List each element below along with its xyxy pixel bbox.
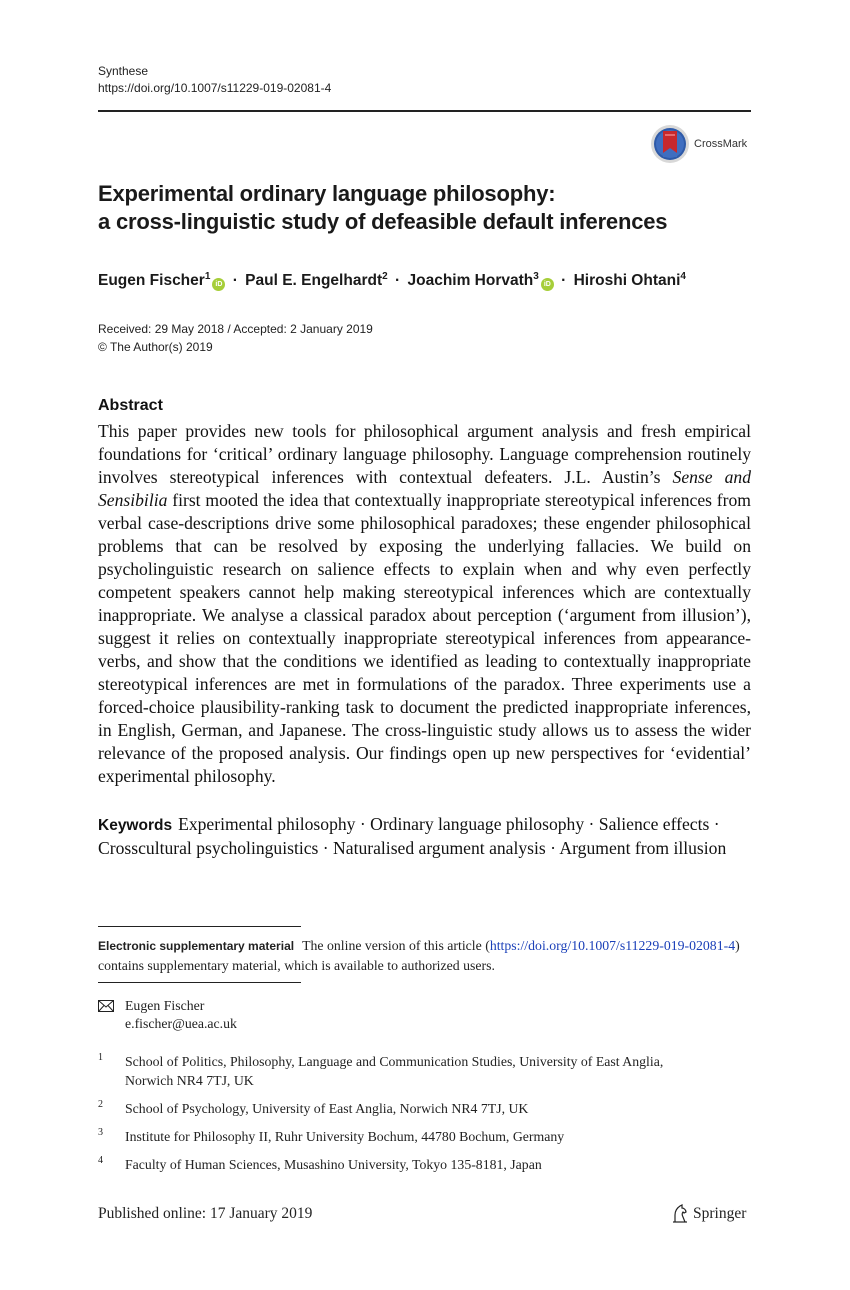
abstract-part-1: This paper provides new tools for philosophical argument analysis and fresh empirical foundations for ‘critical’ ordinary language philosophy. Language comprehension routinely involves stereotypical inferences with contextual defeaters. J.L. Austin’s	[98, 421, 751, 487]
affiliation-text: School of Politics, Philosophy, Language and Communication Studies, University of East Anglia, Norwich NR4 7TJ, UK	[125, 1054, 664, 1088]
affiliation-item	[98, 1052, 751, 1090]
dates-block	[98, 320, 373, 356]
author-name[interactable]: Joachim Horvath	[407, 272, 534, 290]
affiliation-item	[98, 1155, 751, 1174]
header-rule	[98, 110, 751, 112]
affiliation-item	[98, 1099, 751, 1118]
crossmark-label: CrossMark	[694, 138, 748, 150]
abstract-heading: Abstract	[98, 397, 163, 414]
author-separator: ·	[561, 272, 567, 290]
supplementary-text-after: ) contains supplementary material, which is available to authorized users.	[98, 938, 740, 973]
journal-header	[98, 63, 331, 97]
affiliation-text: Institute for Philosophy II, Ruhr University Bochum, 44780 Bochum, Germany	[125, 1129, 565, 1144]
envelope-icon	[98, 1000, 114, 1012]
supplementary-label: Electronic supplementary material	[98, 939, 295, 953]
affiliation-ref: 3	[533, 271, 539, 282]
author-name[interactable]: Hiroshi Ohtani	[573, 272, 681, 290]
affiliation-number: 4	[98, 1155, 103, 1166]
affiliation-text: Faculty of Human Sciences, Musashino University, Tokyo 135-8181, Japan	[125, 1157, 542, 1172]
affiliation-ref: 4	[680, 271, 686, 282]
supplementary-doi-link[interactable]: https://doi.org/10.1007/s11229-019-02081-4	[489, 938, 736, 953]
author-separator: ·	[395, 272, 401, 290]
affiliation-number: 1	[98, 1052, 103, 1063]
crossmark-icon	[650, 124, 690, 164]
journal-name: Synthese	[98, 64, 149, 78]
affiliation-text: School of Psychology, University of East Anglia, Norwich NR4 7TJ, UK	[125, 1101, 529, 1116]
correspondence-email[interactable]: e.fischer@uea.ac.uk	[125, 1016, 237, 1031]
crossmark-badge[interactable]	[650, 124, 747, 164]
title-line-2: a cross-linguistic study of defeasible default inferences	[98, 209, 668, 234]
author-list	[98, 266, 758, 292]
affiliation-number: 2	[98, 1099, 103, 1110]
doi-link[interactable]: https://doi.org/10.1007/s11229-019-02081-4	[98, 81, 332, 95]
orcid-icon[interactable]: iD	[212, 278, 225, 291]
abstract-italic: Sense and Sensibilia	[98, 467, 751, 510]
paper-title	[98, 180, 758, 236]
springer-horse-icon	[671, 1204, 689, 1224]
keywords-text: Experimental philosophy · Ordinary language philosophy · Salience effects · Crosscultural psycholinguistics · Naturalised argument analysis · Argument from illusion	[98, 814, 727, 858]
keywords-block	[98, 813, 751, 860]
correspondence-block	[98, 997, 237, 1033]
footnote-rule	[98, 926, 301, 927]
correspondence-name: Eugen Fischer	[125, 998, 205, 1013]
supplementary-text-before: The online version of this article (	[302, 938, 490, 953]
affiliation-item	[98, 1127, 751, 1146]
affiliation-ref: 1	[204, 271, 211, 282]
author-name[interactable]: Eugen Fischer	[98, 272, 205, 290]
abstract-part-2: first mooted the idea that contextually inappropriate stereotypical inferences from verbal case-descriptions drive some philosophical paradoxes; these engender philosophical problems that can be resolved by exposing the underlying fallacies. We build on psycholinguistic research on salience effects to explain when and why even perfectly competent speakers cannot help making stereotypical inferences which are contextually inappropriate. We analyse a classical paradox about perception (‘argument from illusion’), suggest it relies on contextually inappropriate stereotypical inferences from appearance-verbs, and show that the conditions we identified as leading to contextually inappropriate stereotypical inferences are met in formulations of the paradox. Three experiments use a forced-choice plausibility-ranking task to document the predicted inappropriate inferences, in English, German, and Japanese. The cross-linguistic study allows us to assess the wider relevance of the proposed analysis. Our findings open up new perspectives for ‘evidential’ experimental philosophy.	[98, 490, 751, 786]
title-line-1: Experimental ordinary language philosophy:	[98, 181, 556, 206]
footnote-rule	[98, 982, 301, 983]
author-name[interactable]: Paul E. Engelhardt	[245, 272, 383, 290]
keywords-label: Keywords	[98, 817, 173, 834]
author-separator: ·	[232, 272, 238, 290]
publisher-logo[interactable]	[671, 1204, 746, 1224]
publisher-name: Springer	[693, 1205, 747, 1222]
abstract-text	[98, 420, 751, 788]
orcid-icon[interactable]: iD	[541, 278, 554, 291]
affiliation-number: 3	[98, 1127, 103, 1138]
received-accepted: Received: 29 May 2018 / Accepted: 2 January 2019	[98, 322, 373, 336]
supplementary-note	[98, 936, 751, 976]
copyright: © The Author(s) 2019	[98, 340, 213, 354]
affiliation-ref: 2	[382, 271, 388, 282]
published-date: Published online: 17 January 2019	[98, 1205, 313, 1222]
